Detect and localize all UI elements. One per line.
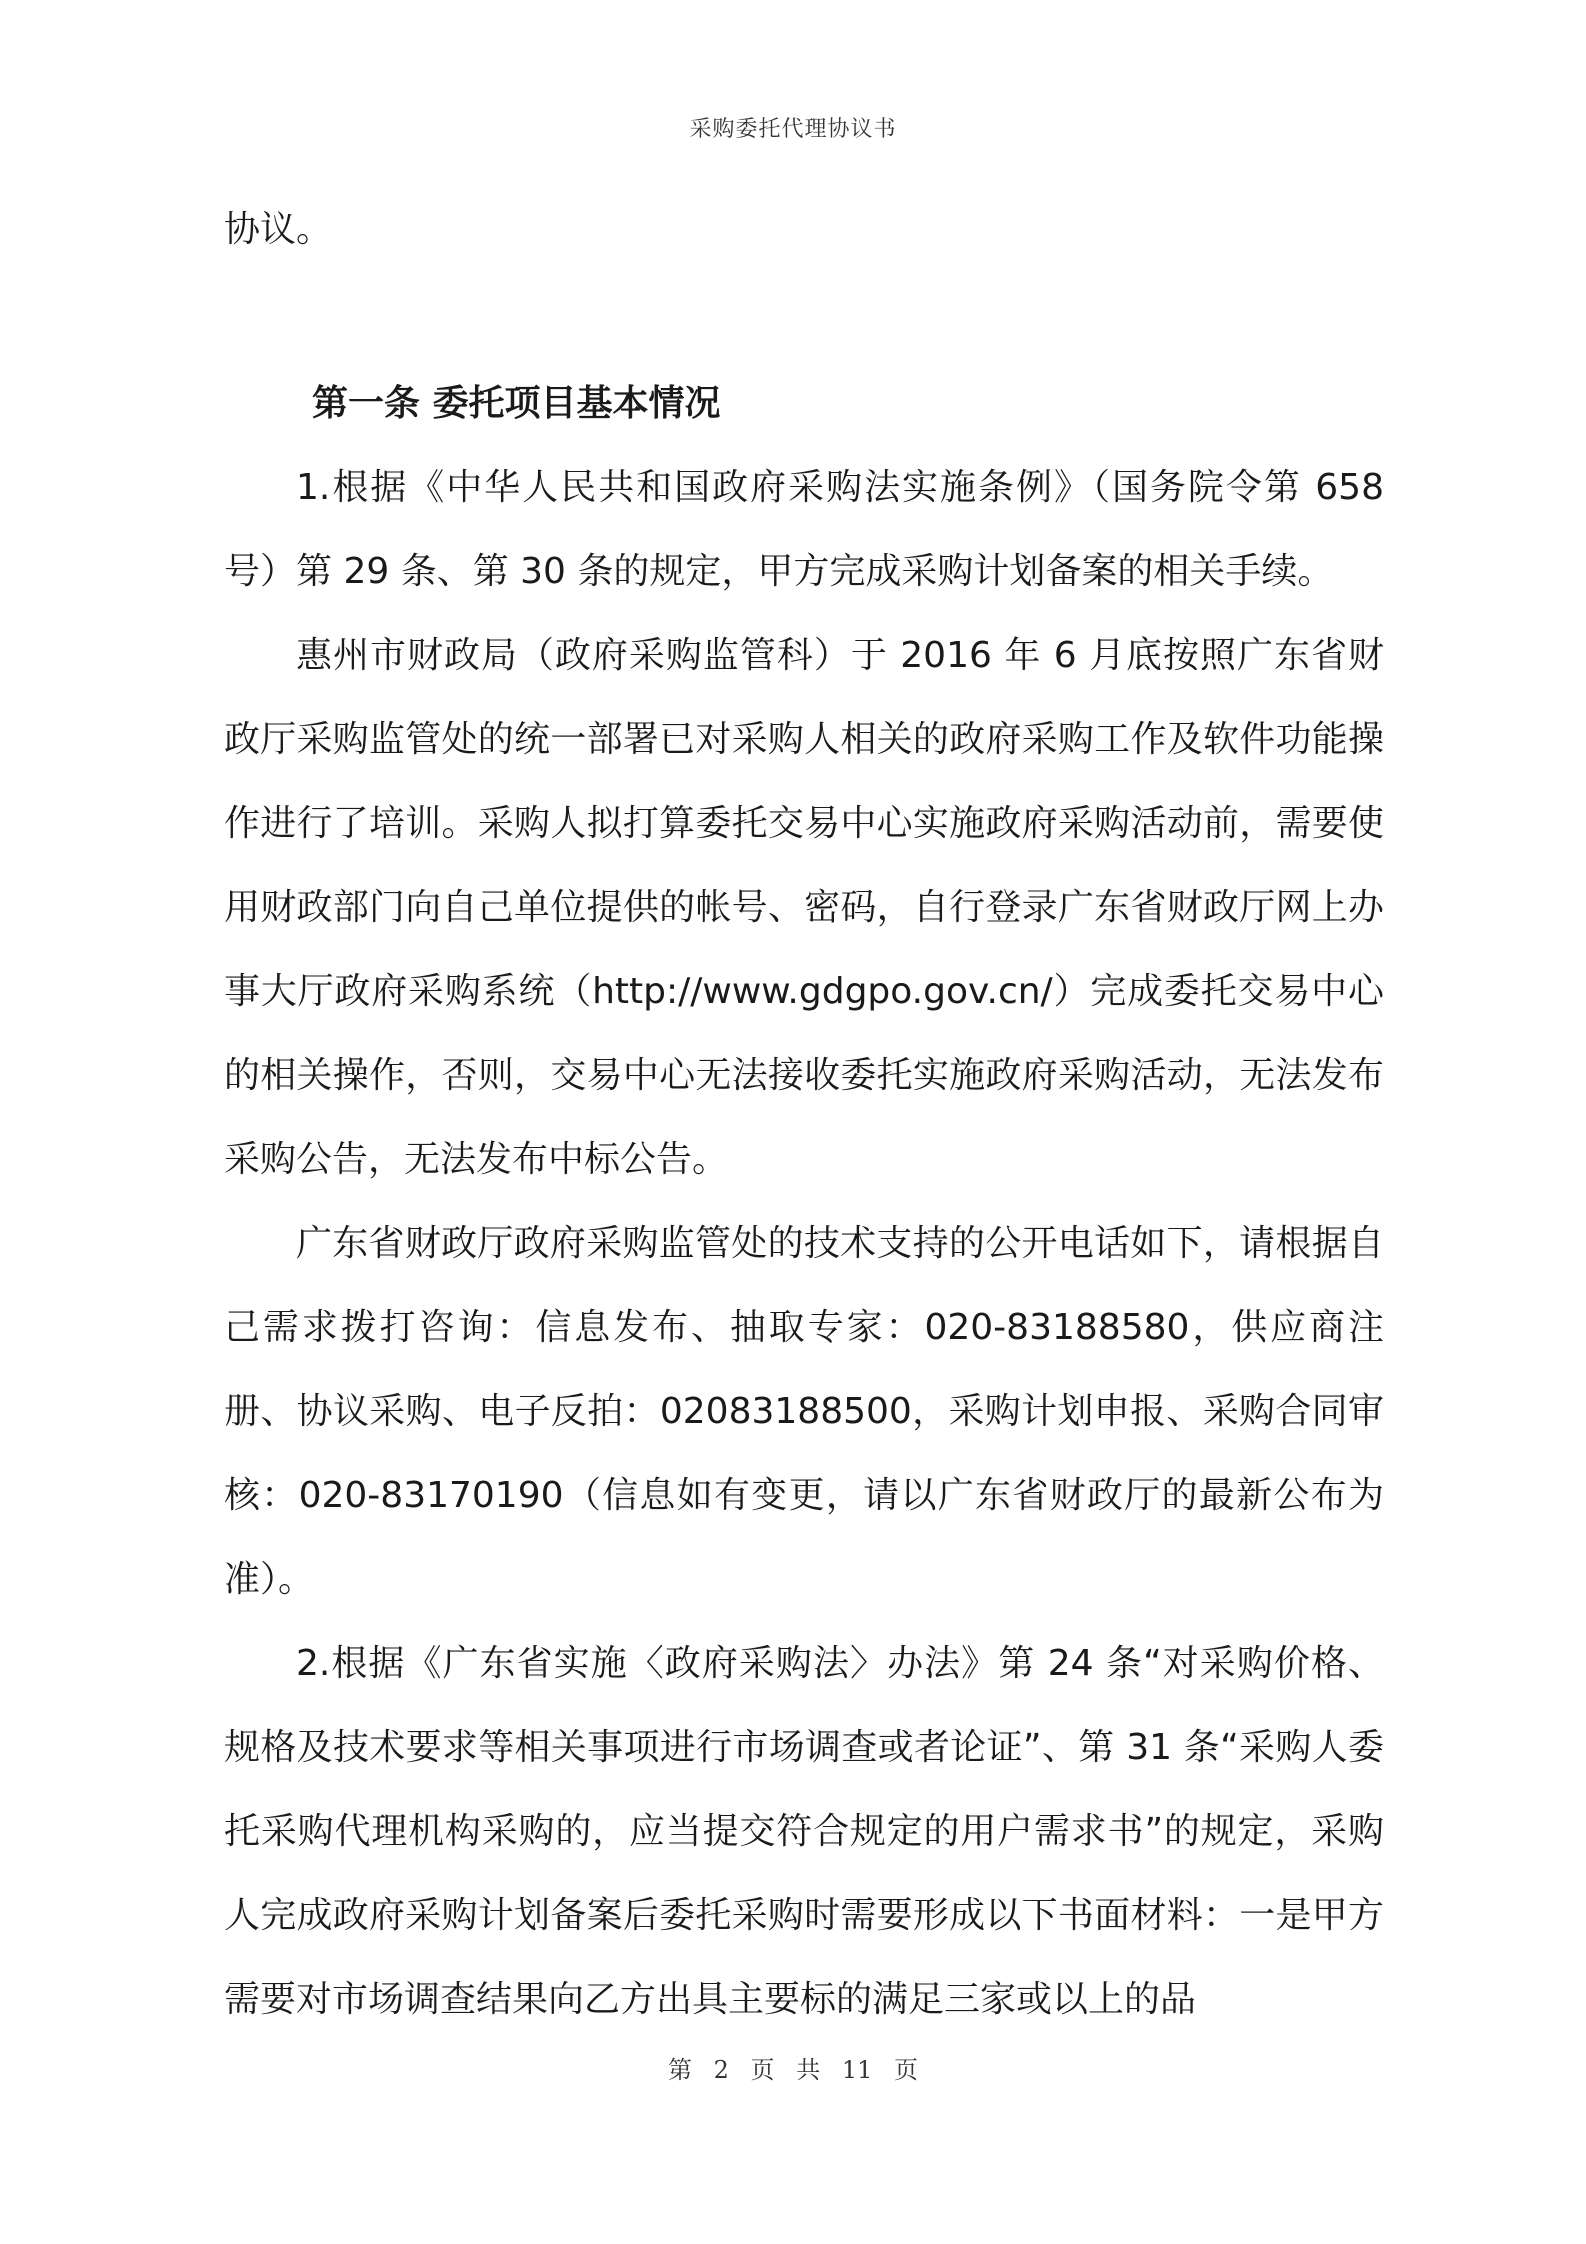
page-number-footer xyxy=(0,2050,1586,2085)
footer-label-unit2: 页 xyxy=(894,2056,919,2084)
paragraph-3: 广东省财政厅政府采购监管处的技术支持的公开电话如下，请根据自己需求拨打咨询：信息发布、抽取专家：020-83188580，供应商注册、协议采购、电子反拍：02083188500，采购计划申报、采购合同审核：020-83170190（信息如有变更，请以广东省财政厅的最新公布为准）。 xyxy=(224,1223,1384,1600)
section-heading: 第一条 委托项目基本情况 xyxy=(312,383,721,424)
continuation-text: 协议。 xyxy=(224,209,333,250)
footer-label-total: 共 xyxy=(796,2056,821,2084)
paragraph-1: 1.根据《中华人民共和国政府采购法实施条例》（国务院令第 658 号）第 29 条、第 30 条的规定，甲方完成采购计划备案的相关手续。 xyxy=(224,467,1384,592)
document-body xyxy=(224,188,1384,2042)
footer-label-page: 第 xyxy=(667,2056,692,2084)
footer-total-pages: 11 xyxy=(841,2056,873,2084)
paragraph-2: 惠州市财政局（政府采购监管科）于 2016 年 6 月底按照广东省财政厅采购监管处的统一部署已对采购人相关的政府采购工作及软件功能操作进行了培训。采购人拟打算委托交易中心实施政府采购活动前，需要使用财政部门向自己单位提供的帐号、密码，自行登录广东省财政厅网上办事大厅政府采购系统（http://www.gdgpo.gov.cn/）完成委托交易中心的相关操作，否则，交易中心无法接收委托实施政府采购活动，无法发布采购公告，无法发布中标公告。 xyxy=(224,635,1384,1180)
footer-current-page: 2 xyxy=(713,2056,729,2084)
footer-label-unit: 页 xyxy=(750,2056,775,2084)
paragraph-4: 2.根据《广东省实施〈政府采购法〉办法》第 24 条“对采购价格、规格及技术要求等相关事项进行市场调查或者论证”、第 31 条“采购人委托采购代理机构采购的，应当提交符合规定的用户需求书”的规定，采购人完成政府采购计划备案后委托采购时需要形成以下书面材料：一是甲方需要对市场调查结果向乙方出具主要标的满足三家或以上的品 xyxy=(224,1643,1384,2020)
running-header: 采购委托代理协议书 xyxy=(689,117,897,142)
